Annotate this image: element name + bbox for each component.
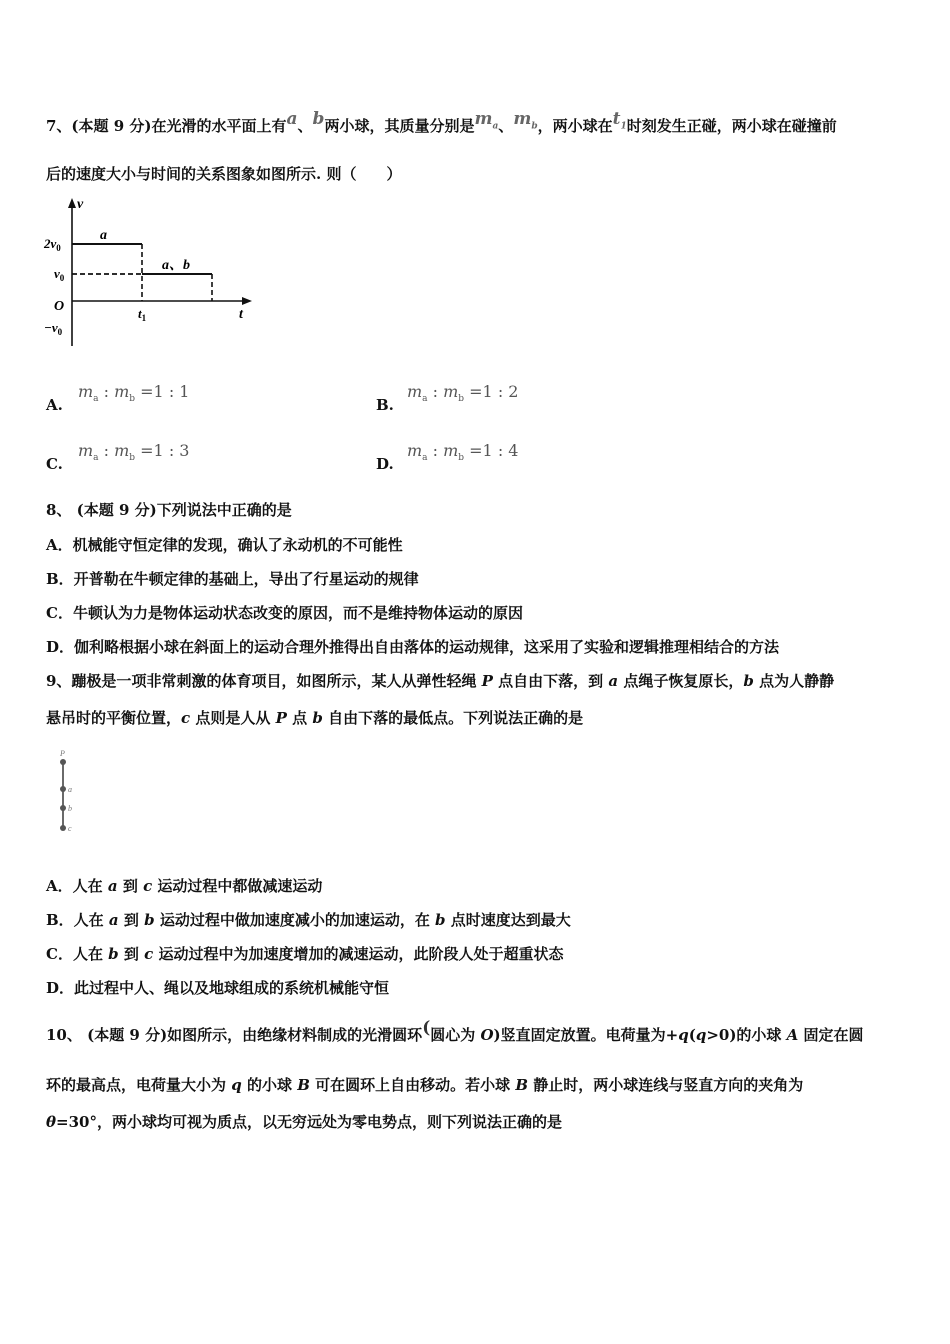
tick-neg-v0-sub: 0: [57, 327, 63, 337]
q7-var-a: a: [286, 109, 298, 129]
q9-b-t0: B．人在: [46, 911, 109, 929]
q7-vt-graph: [40, 196, 260, 356]
q7-d-ratio: =1 : 4: [469, 441, 519, 460]
q7-option-c-letter: C.: [46, 455, 63, 473]
q7-c-ma-sub: a: [93, 453, 99, 464]
q7-stem-line2: [46, 164, 906, 184]
q7-c-mb: m: [114, 441, 130, 460]
q9-c1: c: [181, 709, 191, 727]
origin-label: O: [54, 299, 65, 314]
q7-mid1: 两小球，其质量分别是: [324, 117, 475, 135]
q10-l2c: 可在圆环上自由移动。若小球: [309, 1076, 516, 1094]
q7-option-d-letter: D.: [376, 455, 394, 473]
q9-a-t1: a: [107, 877, 118, 895]
q7-line2: 后的速度大小与时间的关系图象如图所示. 则（ ）: [46, 165, 402, 183]
q10-l1f: 固定在圆: [798, 1026, 864, 1044]
q7-sep1: 、: [297, 117, 313, 135]
q7-a-colon: :: [98, 382, 115, 401]
v-axis-label: v: [77, 197, 84, 212]
q7-b-colon: :: [427, 382, 444, 401]
q7-option-b-formula: [407, 382, 518, 404]
q7-d-mb: m: [443, 441, 459, 460]
q7-a-ma: m: [78, 382, 94, 401]
q10-l2d: 静止时，两小球连线与竖直方向的夹角为: [528, 1076, 804, 1094]
q9-stem-line1: [46, 671, 906, 691]
q9-bungee-figure: [54, 748, 94, 836]
q7-a-mb: m: [114, 382, 130, 401]
q10-B1: B: [297, 1076, 310, 1094]
q10-stem-line3: [46, 1112, 906, 1132]
q8-stem: 8、 (本题 9 分)下列说法中正确的是: [46, 501, 292, 519]
q10-l1d: (: [688, 1026, 696, 1044]
q9-l2c: 点: [286, 709, 313, 727]
q7-option-d-formula: [407, 441, 518, 463]
tick-2v0-sub: 0: [56, 243, 61, 253]
q7-d-ma-sub: a: [422, 453, 428, 464]
q9-a-t2: 到: [117, 877, 144, 895]
point-p-label: P: [60, 749, 65, 758]
q9-b-t6: 点时速度达到最大: [445, 911, 571, 929]
q10-l2b: 的小球: [241, 1076, 298, 1094]
q10-q2: q: [695, 1026, 707, 1044]
q7-sep2: 、: [498, 117, 514, 135]
q10-l1b: 圆心为: [430, 1026, 481, 1044]
tick-2v0: [43, 236, 61, 253]
q9-b-t2: 到: [118, 911, 145, 929]
q9-l2d: 自由下落的最低点。下列说法正确的是: [322, 709, 584, 727]
q9-a-t0: A．人在: [46, 877, 108, 895]
point-b-dot: [60, 805, 66, 811]
q8-option-d[interactable]: D．伽利略根据小球在斜面上的运动合理外推得出自由落体的运动规律，这采用了实验和逻辑推理相结合的方法: [46, 638, 780, 656]
point-c-label: c: [68, 824, 72, 833]
tick-t1-sub: 1: [141, 313, 147, 323]
tick-neg-v0: [44, 320, 63, 337]
q10-l1a: 10、 (本题 9 分)如图所示，由绝缘材料制成的光滑圆环: [46, 1026, 423, 1044]
q9-c-t1: b: [108, 945, 119, 963]
q9-l2a: 悬吊时的平衡位置，: [46, 709, 182, 727]
q7-d-colon: :: [427, 441, 444, 460]
q9-a1: a: [608, 672, 619, 690]
q7-stem-line1: [46, 109, 906, 143]
q7-a-ma-sub: a: [93, 394, 99, 405]
q9-option-a[interactable]: [46, 876, 906, 896]
q7-c-ma: m: [78, 441, 94, 460]
label-a: a: [100, 228, 107, 243]
q9-option-c[interactable]: [46, 944, 906, 964]
q9-P2: P: [275, 709, 287, 727]
q10-l1c: )竖直固定放置。电荷量为+: [493, 1026, 679, 1044]
q10-O: O: [480, 1026, 494, 1044]
q7-prefix: 7、(本题 9 分)在光滑的水平面上有: [46, 117, 287, 135]
q10-B2: B: [515, 1076, 529, 1094]
q8-option-a[interactable]: A．机械能守恒定律的发现，确认了永动机的不可能性: [46, 536, 403, 554]
q7-d-ma: m: [407, 441, 423, 460]
q7-var-t1: [612, 109, 627, 132]
q9-b-t4: 运动过程中做加速度减小的加速运动，在: [154, 911, 436, 929]
q7-b-ratio: =1 : 2: [469, 382, 519, 401]
q7-ma-m: m: [474, 109, 493, 129]
q9-stem-line2: [46, 708, 906, 728]
q7-t1-sub: 1: [620, 121, 627, 132]
q9-b1: b: [743, 672, 754, 690]
tick-v0-text: v: [54, 266, 60, 281]
q9-P1: P: [481, 672, 493, 690]
q9-b-t5: b: [435, 911, 446, 929]
q7-mid2: ，两小球在: [537, 117, 613, 135]
q10-l3a: =30°，两小球均可视为质点，以无穷远处为零电势点，则下列说法正确的是: [56, 1113, 562, 1131]
q9-option-b[interactable]: [46, 910, 906, 930]
q7-c-mb-sub: b: [129, 453, 136, 464]
q10-q3: q: [231, 1076, 242, 1094]
q9-l1c: 点绳子恢复原长，: [618, 672, 744, 690]
point-b-label: b: [68, 804, 72, 813]
t-axis-label: t: [239, 307, 243, 322]
tick-v0: [54, 266, 65, 283]
q9-c-t0: C．人在: [46, 945, 109, 963]
q9-l1d: 点为人静静: [753, 672, 835, 690]
q10-A: A: [786, 1026, 799, 1044]
point-p-dot: [60, 759, 66, 765]
point-a-dot: [60, 786, 66, 792]
v-axis-arrow: [68, 198, 76, 208]
tick-t1-text: t: [138, 306, 142, 321]
q9-a-t4: 运动过程中都做减速运动: [152, 877, 323, 895]
q10-stem-line2: [46, 1075, 906, 1095]
q9-c-t3: c: [144, 945, 154, 963]
point-c-dot: [60, 825, 66, 831]
tick-t1: [138, 306, 147, 323]
q10-l2a: 环的最高点，电荷量大小为: [46, 1076, 232, 1094]
q7-d-mb-sub: b: [458, 453, 465, 464]
q10-q1: q: [678, 1026, 689, 1044]
q7-ma-sub: a: [492, 121, 499, 132]
q7-option-b-letter: B.: [376, 396, 394, 414]
q9-c-t2: 到: [118, 945, 145, 963]
q9-b-t3: b: [144, 911, 155, 929]
q9-b-t1: a: [108, 911, 119, 929]
q7-a-mb-sub: b: [129, 394, 136, 405]
q8-option-b[interactable]: B．开普勒在牛顿定律的基础上，导出了行星运动的规律: [46, 570, 419, 588]
q7-c-ratio: =1 : 3: [140, 441, 190, 460]
q7-c-colon: :: [98, 441, 115, 460]
q7-option-a-formula: [78, 382, 189, 404]
q7-b-mb: m: [443, 382, 459, 401]
q9-a-t3: c: [143, 877, 153, 895]
q10-stem-line1: [46, 1018, 906, 1045]
point-a-label: a: [68, 785, 72, 794]
tick-neg-v0-text: −v: [44, 320, 58, 335]
q7-b-mb-sub: b: [458, 394, 465, 405]
tick-v0-sub: 0: [59, 273, 65, 283]
label-ab: a、b: [162, 258, 190, 273]
q7-b-ma-sub: a: [422, 394, 428, 405]
q7-b-ma: m: [407, 382, 423, 401]
q10-theta: θ: [46, 1113, 57, 1131]
t-axis-arrow: [242, 297, 252, 305]
q8-option-c[interactable]: C．牛顿认为力是物体运动状态改变的原因，而不是维持物体运动的原因: [46, 604, 523, 622]
q10-l1e: >0)的小球: [706, 1026, 787, 1044]
q10-paren: (: [422, 1018, 431, 1038]
q7-suffix: 时刻发生正碰，两小球在碰撞前: [626, 117, 837, 135]
q7-var-b: b: [312, 109, 325, 129]
q9-option-d[interactable]: D．此过程中人、绳以及地球组成的系统机械能守恒: [46, 979, 390, 997]
q7-var-ma: [474, 109, 499, 132]
q9-b2: b: [312, 709, 323, 727]
q7-mb-sub: b: [531, 121, 538, 132]
q7-a-ratio: =1 : 1: [140, 382, 190, 401]
q9-c-t4: 运动过程中为加速度增加的减速运动，此阶段人处于超重状态: [153, 945, 564, 963]
q9-l2b: 点则是人从: [190, 709, 276, 727]
q7-t1-t: t: [612, 109, 621, 129]
q7-option-a-letter: A.: [46, 396, 63, 414]
q7-mb-m: m: [513, 109, 532, 129]
q9-l1b: 点自由下落，到: [492, 672, 609, 690]
q7-var-mb: [513, 109, 538, 132]
tick-2v0-text: 2v: [44, 236, 57, 251]
q7-option-c-formula: [78, 441, 189, 463]
q9-l1a: 9、蹦极是一项非常刺激的体育项目，如图所示，某人从弹性轻绳: [46, 672, 482, 690]
